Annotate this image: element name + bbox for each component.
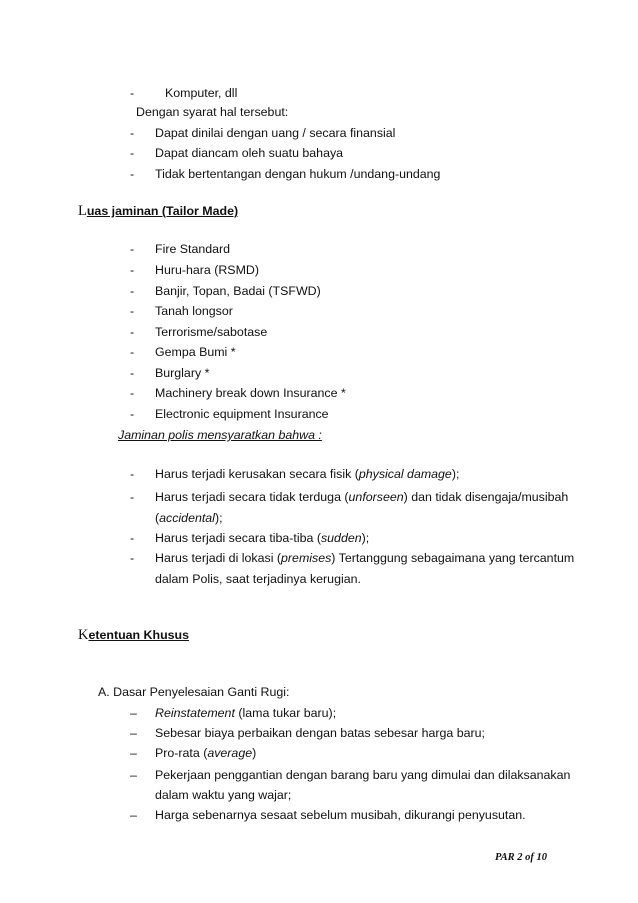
list-dash: – <box>130 706 137 720</box>
list-intro: Dengan syarat hal tersebut: <box>136 105 289 119</box>
section-heading <box>78 627 189 644</box>
list-dash: - <box>130 304 135 318</box>
list-item: Sebesar biaya perbaikan dengan batas sebesar harga baru; <box>155 726 485 740</box>
list-dash: - <box>130 366 135 380</box>
heading-text: uas jaminan (Tailor Made) <box>86 204 239 218</box>
list-dash: – <box>130 768 137 782</box>
list-item: Reinstatement (lama tukar baru); <box>155 706 337 720</box>
list-item: Pekerjaan penggantian dengan barang baru yang dimulai dan dilaksanakan <box>155 768 571 782</box>
list-item: Fire Standard <box>155 242 231 256</box>
list-item-cont: dalam waktu yang wajar; <box>155 788 292 802</box>
list-dash: - <box>130 490 135 504</box>
list-dash: - <box>130 86 135 100</box>
list-dash: - <box>130 126 135 140</box>
condition-item: Harus terjadi di lokasi (premises) Tertanggung sebagaimana yang tercantum <box>155 551 575 565</box>
list-item: Burglary * <box>155 366 210 380</box>
condition-item-cont: (accidental); <box>155 511 223 525</box>
list-dash: - <box>130 325 135 339</box>
heading-text: etentuan Khusus <box>88 628 189 642</box>
list-item: Tanah longsor <box>155 304 233 318</box>
list-dash: - <box>130 467 135 481</box>
heading-cap: K <box>78 627 89 643</box>
list-item: Machinery break down Insurance * <box>155 386 346 400</box>
list-dash: - <box>130 146 135 160</box>
list-dash: - <box>130 345 135 359</box>
condition-item: Harus terjadi kerusakan secara fisik (physical damage); <box>155 467 460 481</box>
list-dash: - <box>130 167 135 181</box>
list-dash: - <box>130 407 135 421</box>
list-item: Banjir, Topan, Badai (TSFWD) <box>155 284 321 298</box>
list-item: Electronic equipment Insurance <box>155 407 329 421</box>
list-dash: – <box>130 726 137 740</box>
list-dash: - <box>130 263 135 277</box>
list-item: Harga sebenarnya sesaat sebelum musibah, dikurangi penyusutan. <box>155 808 526 822</box>
condition-item: Harus terjadi secara tiba-tiba (sudden); <box>155 531 370 545</box>
list-item: Huru-hara (RSMD) <box>155 263 259 277</box>
heading-cap: L <box>78 203 87 219</box>
list-item: Dapat diancam oleh suatu bahaya <box>155 146 344 160</box>
condition-item-cont: dalam Polis, saat terjadinya kerugian. <box>155 572 361 586</box>
sub-heading: A. Dasar Penyelesaian Ganti Rugi: <box>98 685 290 699</box>
list-dash: - <box>130 284 135 298</box>
list-dash: - <box>130 386 135 400</box>
list-dash: – <box>130 808 137 822</box>
page-number: PAR 2 of 10 <box>495 852 548 863</box>
list-dash: – <box>130 746 137 760</box>
list-item: Pro-rata (average) <box>155 746 257 760</box>
list-item: Komputer, dll <box>165 86 238 100</box>
list-item: Dapat dinilai dengan uang / secara finansial <box>155 126 396 140</box>
list-item: Terrorisme/sabotase <box>155 325 268 339</box>
condition-item: Harus terjadi secara tidak terduga (unforseen) dan tidak disengaja/musibah <box>155 490 569 504</box>
list-dash: - <box>130 551 135 565</box>
list-item: Tidak bertentangan dengan hukum /undang-undang <box>155 167 441 181</box>
list-dash: - <box>130 242 135 256</box>
list-item: Gempa Bumi * <box>155 345 236 359</box>
list-dash: - <box>130 531 135 545</box>
section-heading <box>78 203 238 220</box>
sub-heading: Jaminan polis mensyaratkan bahwa : <box>118 428 322 442</box>
